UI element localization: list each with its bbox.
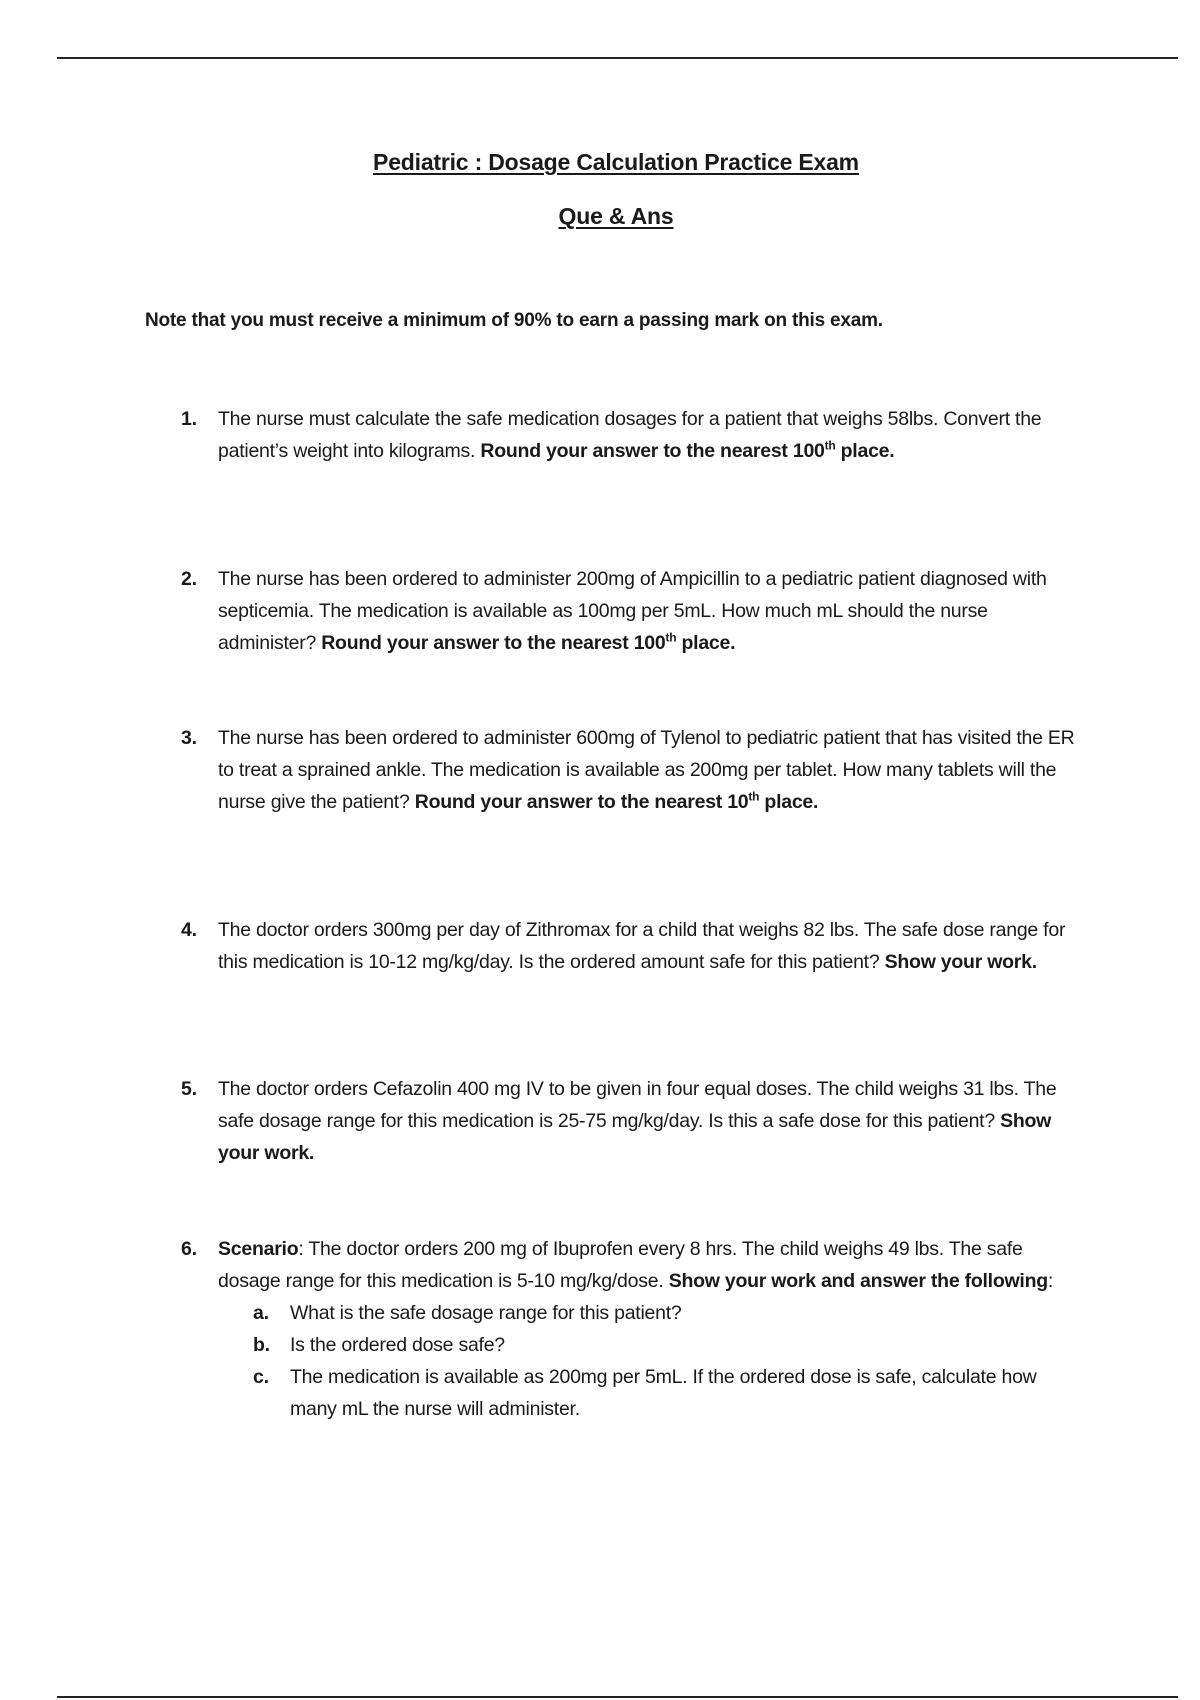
ordinal-suffix: th [748,789,760,804]
page-subtitle: Que & Ans [558,203,674,229]
question-body [218,563,1081,659]
rounding-instruction-end: place. [840,440,895,462]
question-text: The nurse has been ordered to administer 600mg of Tylenol to pediatric patient that has visited the ER to treat a sprained ankle. The medication is available as 200mg per tablet. How many tablets will the nurse give the patient? [218,727,1075,813]
sub-question-letter: a. [253,1302,269,1324]
question-number: 3. [181,727,197,749]
rounding-instruction: Round your answer to the nearest 100 [480,440,825,462]
rounding-instruction: Round your answer to the nearest 10 [414,791,749,813]
ordinal-suffix: th [824,438,836,453]
rounding-instruction-end: place. [764,791,819,813]
show-work-instruction: Show your work. [884,951,1037,973]
question-body [218,722,1081,818]
question-2 [181,563,1081,659]
question-body [218,1233,1081,1297]
rounding-instruction: Round your answer to the nearest 100 [321,632,666,654]
show-work-instruction: Show your work and answer the following [668,1270,1048,1292]
question-text: The doctor orders 300mg per day of Zithromax for a child that weighs 82 lbs. The safe dose range for this medication is 10-12 mg/kg/day. Is the ordered amount safe for this patient? [218,919,1066,973]
top-rule [57,57,1178,59]
question-text: : The doctor orders 200 mg of Ibuprofen every 8 hrs. The child weighs 49 lbs. The safe dosage range for this medication is 5-10 mg/kg/dose. [218,1238,1023,1292]
question-text: The nurse must calculate the safe medication dosages for a patient that weighs 58lbs. Convert the patient’s weight into kilograms. [218,408,1042,462]
question-body [218,403,1081,467]
sub-question-letter: c. [253,1366,269,1388]
question-number: 2. [181,568,197,590]
passing-note: Note that you must receive a minimum of 90% to earn a passing mark on this exam. [145,310,883,331]
rounding-instruction-end: place. [681,632,736,654]
question-body [218,914,1081,978]
question-number: 1. [181,408,197,430]
sub-question-text: The medication is available as 200mg per 5mL. If the ordered dose is safe, calculate how many mL the nurse will administer. [290,1366,1037,1420]
question-1 [181,403,1081,467]
instruction-colon: : [1047,1270,1054,1292]
question-3 [181,722,1081,818]
question-number: 4. [181,919,197,941]
scenario-label: Scenario [218,1238,299,1260]
sub-question-list [253,1297,1081,1425]
question-5 [181,1073,1081,1169]
ordinal-suffix: th [665,630,677,645]
sub-question-text: Is the ordered dose safe? [290,1334,505,1356]
page-title: Pediatric : Dosage Calculation Practice Exam [373,149,859,175]
question-number: 5. [181,1078,197,1100]
question-text: The nurse has been ordered to administer 200mg of Ampicillin to a pediatric patient diagnosed with septicemia. The medication is available as 100mg per 5mL. How much mL should the nurse administer? [218,568,1047,654]
bottom-rule [57,1696,1178,1698]
question-4 [181,914,1081,978]
sub-question-c [253,1361,1050,1425]
sub-question-letter: b. [253,1334,270,1356]
sub-question-b [253,1329,1050,1361]
show-work-instruction: Show your work. [218,1110,1052,1164]
sub-question-a [253,1297,1050,1329]
question-6 [181,1233,1081,1425]
question-number: 6. [181,1238,197,1260]
sub-question-text: What is the safe dosage range for this patient? [290,1302,682,1324]
question-body [218,1073,1081,1169]
question-text: The doctor orders Cefazolin 400 mg IV to be given in four equal doses. The child weighs 31 lbs. The safe dosage range for this medication is 25-75 mg/kg/day. Is this a safe dose for this patient? [218,1078,1057,1132]
